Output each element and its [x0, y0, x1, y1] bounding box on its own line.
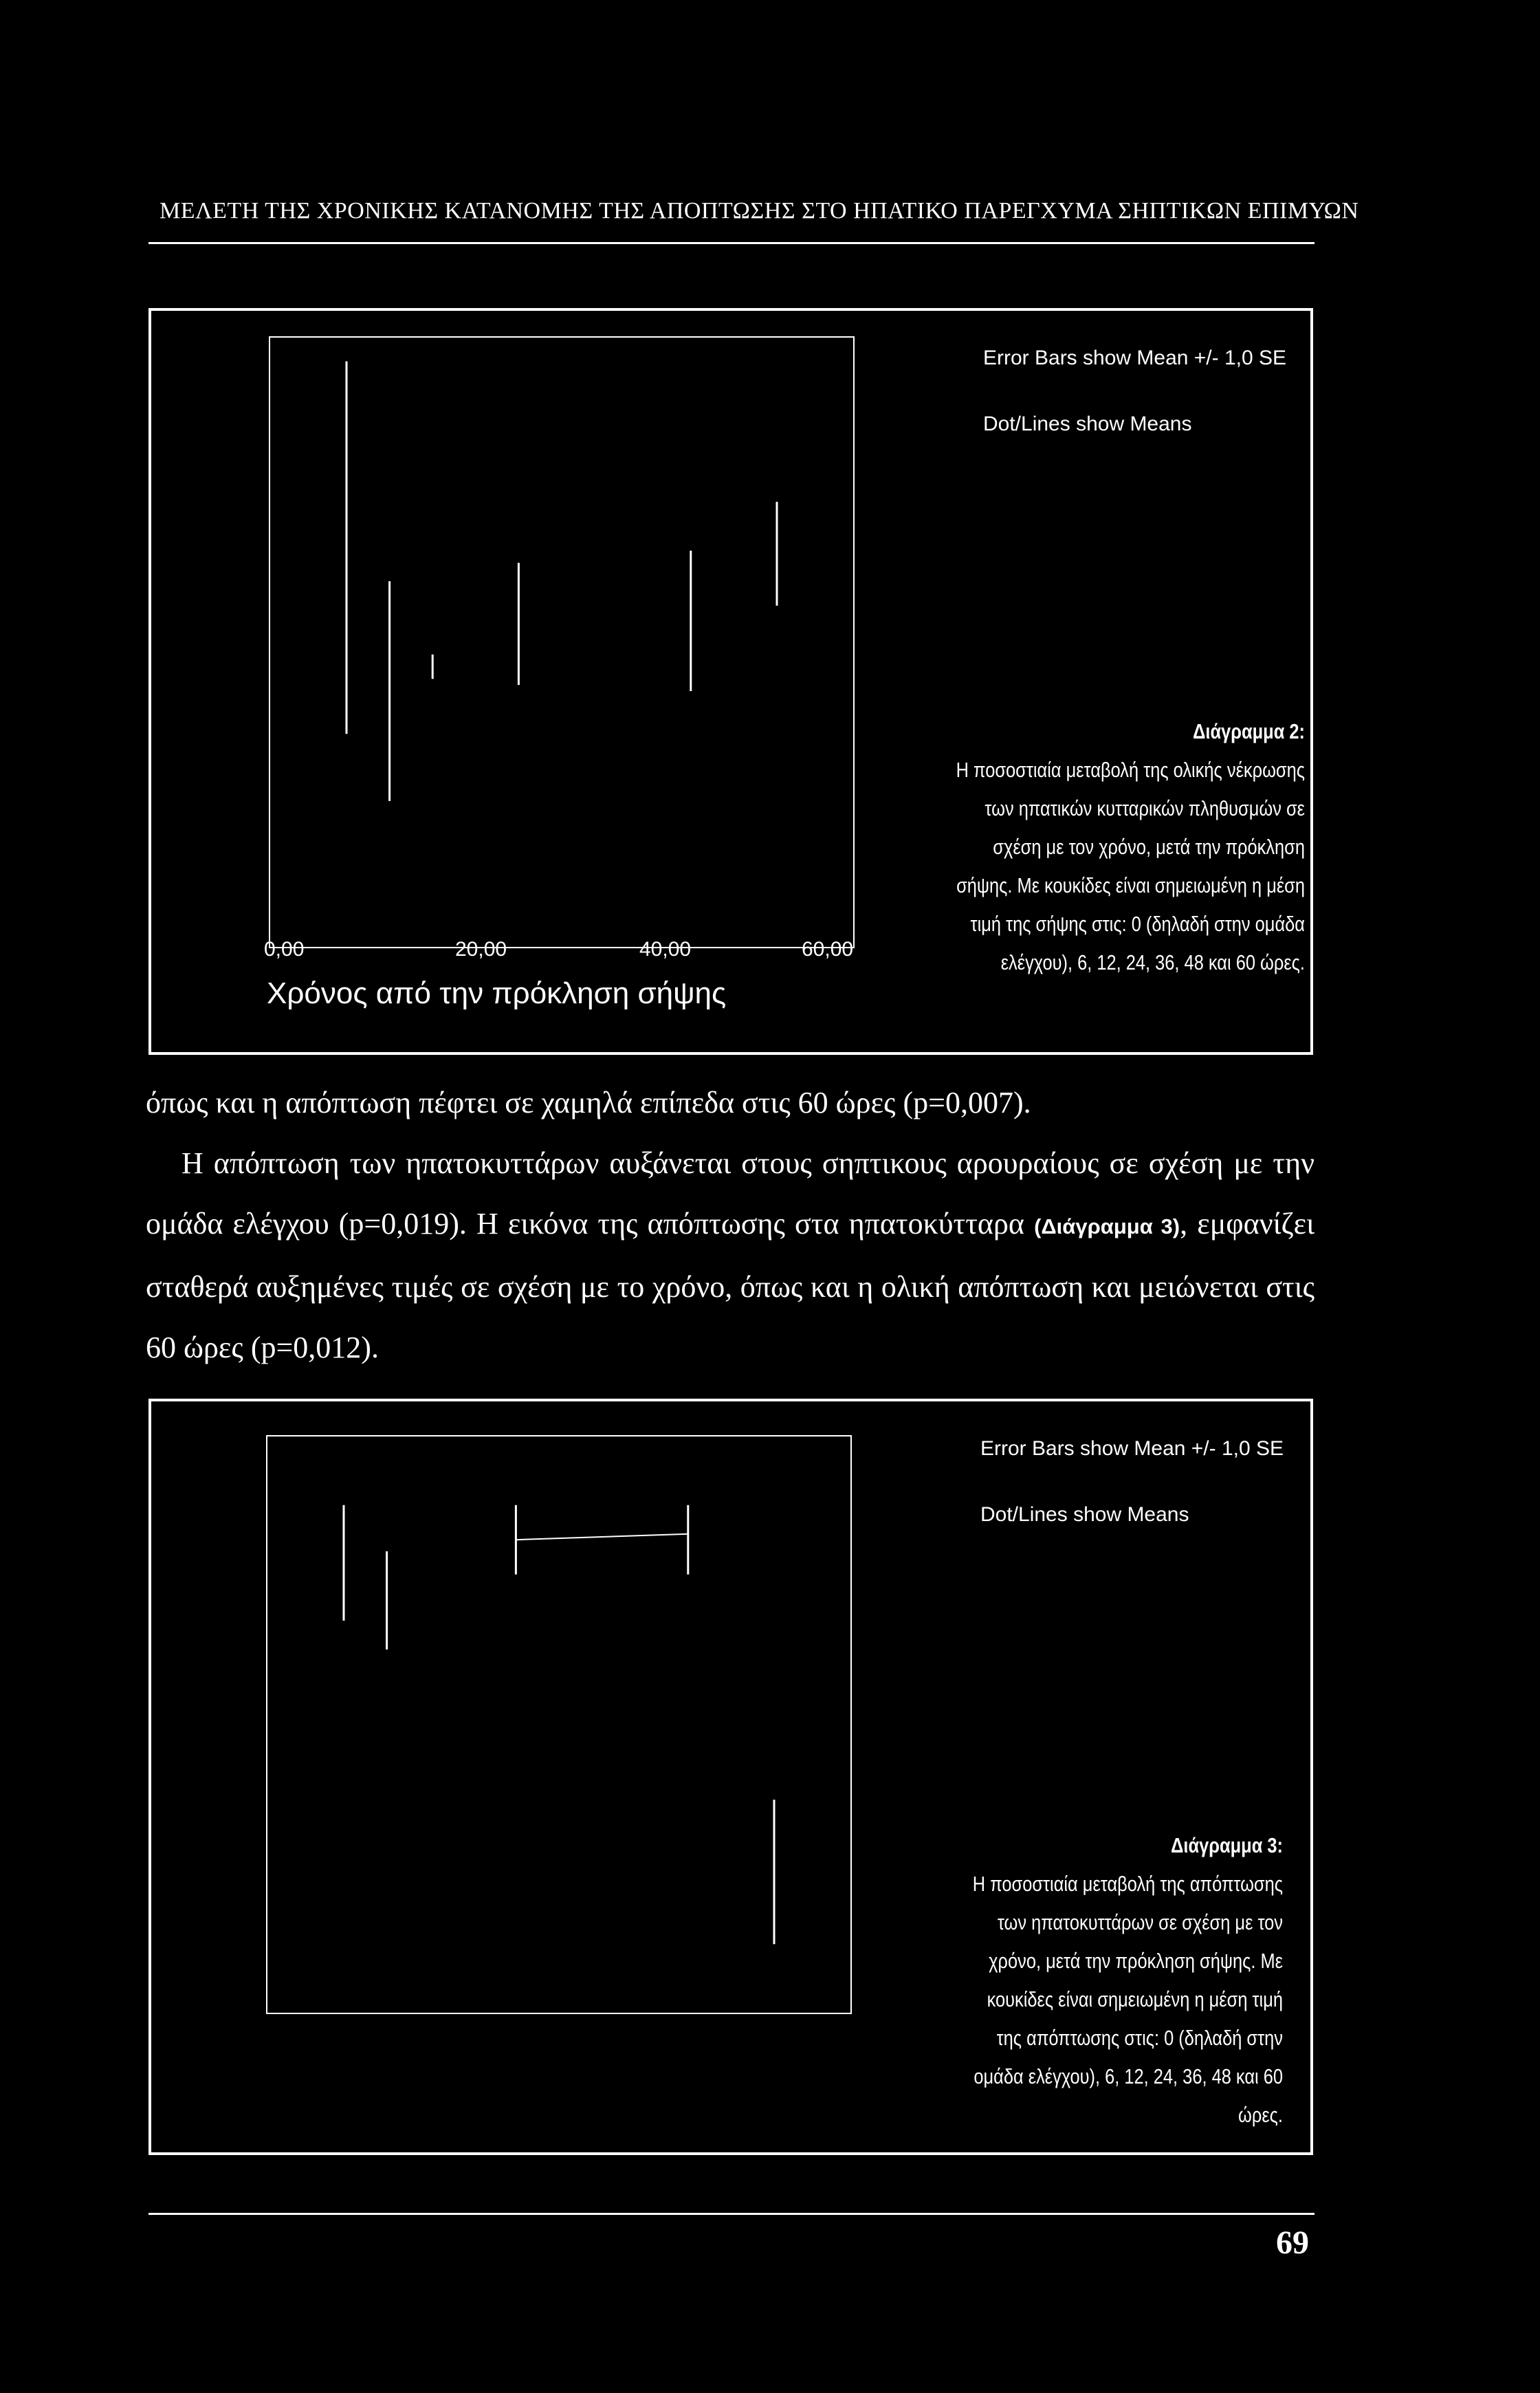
figure-1-x-axis-label: Χρόνος από την πρόκληση σήψης — [267, 976, 727, 1010]
figure-1-xtick: 40,00 — [639, 938, 692, 961]
header-divider — [148, 242, 1314, 244]
figure-1 — [148, 308, 1313, 1055]
figure-1-caption — [944, 712, 1305, 982]
body-paragraph-2-end: , εμφανίζει σταθερά αυξημένες τιμές σε σχέση με το χρόνο, όπως και η ολική απόπτωση και μειώνεται στις 60 ώρες (p=0,012). — [146, 1207, 1315, 1364]
figure-1-plot-frame — [270, 337, 854, 948]
body-paragraph-1: όπως και η απόπτωση πέφτει σε χαμηλά επίπεδα στις 60 ώρες (p=0,007). — [146, 1086, 1031, 1119]
figure-1-legend-error-bars: Error Bars show Mean +/- 1,0 SE — [983, 347, 1287, 369]
body-paragraph-2 — [146, 1133, 1314, 1378]
figure-1-xtick: 0,00 — [264, 938, 305, 961]
mean-line — [516, 1534, 688, 1540]
figure-2-legend-error-bars: Error Bars show Mean +/- 1,0 SE — [980, 1437, 1284, 1460]
figure-2-legend-dots: Dot/Lines show Means — [980, 1503, 1189, 1526]
figure-1-xtick: 60,00 — [802, 938, 854, 961]
figure-1-caption-body: Η ποσοστιαία μεταβολή της ολικής νέκρωσης των ηπατικών κυτταρικών πληθυσμών σε σχέση με τον χρόνο, μετά την πρόκληση σήψης. Με κουκίδες είναι σημειωμένη η μέση τιμή της σήψης στις: 0 (δηλαδή στην ομάδα ελέγχου), 6, 12, 24, 36, 48 και 60 ώρες. — [956, 758, 1305, 974]
figure-2 — [148, 1399, 1313, 2155]
running-header: ΜΕΛΕΤΗ ΤΗΣ ΧΡΟΝΙΚΗΣ ΚΑΤΑΝΟΜΗΣ ΤΗΣ ΑΠΟΠΤΩΣΗΣ ΣΤΟ ΗΠΑΤΙΚΟ ΠΑΡΕΓΧΥΜΑ ΣΗΠΤΙΚΩΝ ΕΠΙΜΥΩΝ — [160, 198, 1359, 223]
figure-2-caption — [967, 1826, 1283, 2134]
page-number: 69 — [1276, 2225, 1309, 2261]
figure-2-caption-body: Η ποσοστιαία μεταβολή της απόπτωσης των ηπατοκυττάρων σε σχέση με τον χρόνο, μετά την πρόκληση σήψης. Με κουκίδες είναι σημειωμένη η μέση τιμή της απόπτωσης στις: 0 (δηλαδή στην ομάδα ελέγχου), 6, 12, 24, 36, 48 και 60 ώρες. — [972, 1872, 1283, 2127]
figure-2-caption-title: Διάγραμμα 3: — [1171, 1833, 1283, 1857]
figure-1-caption-title: Διάγραμμα 2: — [1193, 719, 1305, 743]
figure-reference: (Διάγραμμα 3) — [1034, 1214, 1180, 1238]
figure-1-xtick: 20,00 — [455, 938, 507, 961]
footer-divider — [148, 2213, 1314, 2215]
figure-2-plot-frame — [267, 1436, 851, 2013]
figure-1-legend-dots: Dot/Lines show Means — [983, 413, 1192, 435]
body-paragraph-2-start: Η απόπτωση των ηπατοκυττάρων αυξάνεται στους σηπτικους αρουραίους σε σχέση με την ομάδα ελέγχου (p=0,019). Η εικόνα της απόπτωσης στα ηπατοκύτταρα — [146, 1146, 1314, 1241]
body-text — [146, 1073, 1314, 1378]
